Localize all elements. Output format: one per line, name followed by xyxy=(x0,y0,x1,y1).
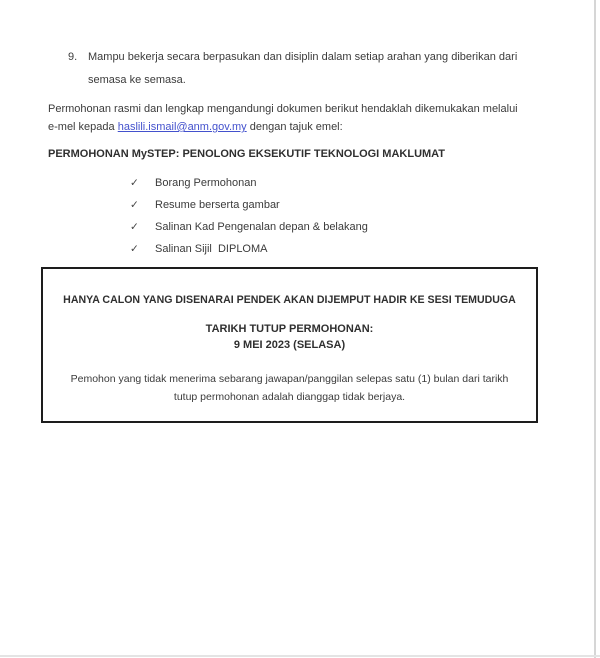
checklist-item-label: Salinan Sijil DIPLOMA xyxy=(155,243,268,255)
checkmark-icon: ✓ xyxy=(130,243,139,255)
required-documents-checklist xyxy=(130,176,368,256)
checklist-item xyxy=(130,220,368,234)
checkmark-icon: ✓ xyxy=(130,177,139,189)
disclaimer-line2: tutup permohonan adalah dianggap tidak berjaya. xyxy=(173,391,406,403)
disclaimer-line1: Pemohon yang tidak menerima sebarang jawapan/panggilan selepas satu (1) bulan dari tarikh xyxy=(70,373,509,385)
list-item-line2: semasa ke semasa. xyxy=(88,74,186,86)
list-item-text xyxy=(88,46,517,92)
notice-box xyxy=(41,267,538,423)
checklist-item xyxy=(130,242,368,256)
checklist-item xyxy=(130,198,368,212)
intro-paragraph xyxy=(48,100,518,136)
deadline-date: 9 MEI 2023 (SELASA) xyxy=(233,339,346,351)
disclaimer-text xyxy=(43,370,536,406)
email-link[interactable]: haslili.ismail@anm.gov.my xyxy=(117,121,247,133)
intro-line2-suffix: dengan tajuk emel: xyxy=(246,121,343,133)
intro-line2-prefix: e-mel kepada xyxy=(48,121,118,133)
list-item-number: 9. xyxy=(68,51,78,63)
checklist-item-label: Salinan Kad Pengenalan depan & belakang xyxy=(155,221,368,233)
page-edge-bottom xyxy=(0,655,600,657)
checkmark-icon: ✓ xyxy=(130,221,139,233)
checklist-item-label: Borang Permohonan xyxy=(155,177,257,189)
checklist-item xyxy=(130,176,368,190)
checklist-item-label: Resume berserta gambar xyxy=(155,199,280,211)
list-item-line1: Mampu bekerja secara berpasukan dan disiplin dalam setiap arahan yang diberikan dari xyxy=(88,51,518,63)
list-item-9 xyxy=(68,46,517,92)
page-edge-right xyxy=(594,0,596,658)
checkmark-icon: ✓ xyxy=(130,199,139,211)
subject-heading: PERMOHONAN MySTEP: PENOLONG EKSEKUTIF TEKNOLOGI MAKLUMAT xyxy=(48,148,446,160)
intro-line1: Permohonan rasmi dan lengkap mengandungi dokumen berikut hendaklah dikemukakan melalui xyxy=(48,103,518,115)
notice-headline: HANYA CALON YANG DISENARAI PENDEK AKAN DIJEMPUT HADIR KE SESI TEMUDUGA xyxy=(63,294,516,306)
deadline-label: TARIKH TUTUP PERMOHONAN: xyxy=(205,323,374,335)
